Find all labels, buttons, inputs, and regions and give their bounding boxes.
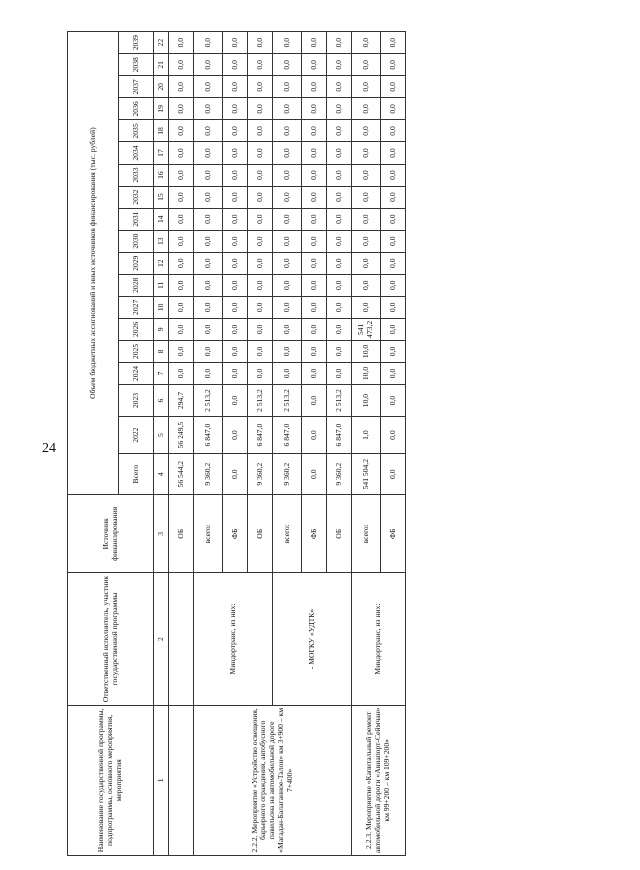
- activity-name-cell: 2.2.2. Мероприятие «Устройство освещения, барьерного ограждения, автобусного павильона на автомобильной дороге «Магадан-Балаганное-Талон» км 3+900 – км 7+400»: [194, 705, 352, 855]
- year-value-cell: 1,0: [352, 417, 381, 454]
- column-number: 19: [154, 98, 169, 120]
- year-value-cell: 0,0: [223, 318, 248, 340]
- year-value-cell: 0,0: [381, 230, 406, 252]
- year-value-cell: 0,0: [169, 98, 194, 120]
- year-value-cell: 0,0: [381, 32, 406, 54]
- header-year: 2033: [119, 164, 154, 186]
- source-cell: ОБ: [169, 495, 194, 573]
- year-value-cell: 0,0: [327, 54, 352, 76]
- year-value-cell: 0,0: [169, 54, 194, 76]
- column-number: 2: [154, 573, 169, 705]
- year-value-cell: 0,0: [223, 417, 248, 454]
- source-cell: ОБ: [248, 495, 273, 573]
- activity-name-cell: [169, 705, 194, 855]
- year-value-cell: 0,0: [273, 362, 302, 384]
- year-value-cell: 0,0: [194, 208, 223, 230]
- column-number: 4: [154, 454, 169, 495]
- year-value-cell: 0,0: [194, 54, 223, 76]
- header-year: 2039: [119, 32, 154, 54]
- header-year: 2029: [119, 252, 154, 274]
- year-value-cell: 0,0: [248, 32, 273, 54]
- year-value-cell: 0,0: [352, 296, 381, 318]
- year-value-cell: 0,0: [302, 252, 327, 274]
- responsible-cell: Миндортранс, из них:: [194, 573, 273, 705]
- column-number: 12: [154, 252, 169, 274]
- year-value-cell: 10,0: [352, 362, 381, 384]
- year-value-cell: 0,0: [194, 252, 223, 274]
- header-source: Источник финансирования: [68, 495, 154, 573]
- year-value-cell: 0,0: [248, 54, 273, 76]
- activity-name-cell: 2.2.3. Мероприятие «Капитальный ремонт автомобильной дороги «Авиапорт-Сеймчан» км 99+200 – км 109+200»: [352, 705, 406, 855]
- year-value-cell: 0,0: [169, 164, 194, 186]
- source-cell: ФБ: [381, 495, 406, 573]
- year-value-cell: 0,0: [194, 120, 223, 142]
- year-value-cell: 0,0: [302, 142, 327, 164]
- year-value-cell: 0,0: [273, 274, 302, 296]
- year-value-cell: 0,0: [327, 318, 352, 340]
- source-cell: ОБ: [327, 495, 352, 573]
- year-value-cell: 0,0: [223, 230, 248, 252]
- responsible-cell: [169, 573, 194, 705]
- total-cell: 0,0: [302, 454, 327, 495]
- column-number: 3: [154, 495, 169, 573]
- header-year: 2023: [119, 385, 154, 417]
- year-value-cell: 0,0: [194, 76, 223, 98]
- year-value-cell: 0,0: [223, 208, 248, 230]
- year-value-cell: 0,0: [169, 120, 194, 142]
- year-value-cell: 0,0: [248, 274, 273, 296]
- year-value-cell: 0,0: [223, 274, 248, 296]
- column-number: 20: [154, 76, 169, 98]
- total-cell: 9 360,2: [248, 454, 273, 495]
- year-value-cell: 10,0: [352, 385, 381, 417]
- column-number: 6: [154, 385, 169, 417]
- total-cell: 0,0: [381, 454, 406, 495]
- total-cell: 0,0: [223, 454, 248, 495]
- year-value-cell: 0,0: [194, 32, 223, 54]
- year-value-cell: 0,0: [169, 296, 194, 318]
- year-value-cell: 0,0: [248, 164, 273, 186]
- funding-table: [67, 31, 406, 856]
- year-value-cell: 0,0: [302, 32, 327, 54]
- year-value-cell: 0,0: [302, 274, 327, 296]
- year-value-cell: 0,0: [381, 54, 406, 76]
- header-year: 2038: [119, 54, 154, 76]
- year-value-cell: 10,0: [352, 340, 381, 362]
- year-value-cell: 0,0: [302, 230, 327, 252]
- table-row: [352, 32, 381, 856]
- year-value-cell: 0,0: [273, 340, 302, 362]
- column-number: 13: [154, 230, 169, 252]
- year-value-cell: 0,0: [273, 98, 302, 120]
- year-value-cell: 0,0: [302, 362, 327, 384]
- year-value-cell: 0,0: [169, 362, 194, 384]
- column-number: 17: [154, 142, 169, 164]
- page-number: 24: [42, 441, 56, 456]
- year-value-cell: 0,0: [223, 142, 248, 164]
- header-year: 2024: [119, 362, 154, 384]
- year-value-cell: 0,0: [381, 296, 406, 318]
- year-value-cell: 0,0: [381, 385, 406, 417]
- header-responsible: Ответственный исполнитель, участник государственной программы: [68, 573, 154, 705]
- total-cell: 9 360,2: [273, 454, 302, 495]
- year-value-cell: 0,0: [352, 98, 381, 120]
- year-value-cell: 0,0: [194, 164, 223, 186]
- year-value-cell: 0,0: [352, 120, 381, 142]
- rotated-table-wrapper: [67, 31, 607, 856]
- column-number: 18: [154, 120, 169, 142]
- year-value-cell: 0,0: [273, 252, 302, 274]
- year-value-cell: 2 513,2: [327, 385, 352, 417]
- year-value-cell: 0,0: [327, 208, 352, 230]
- source-cell: всего:: [273, 495, 302, 573]
- total-cell: 56 544,2: [169, 454, 194, 495]
- year-value-cell: 0,0: [381, 98, 406, 120]
- year-value-cell: 0,0: [273, 186, 302, 208]
- header-year: 2036: [119, 98, 154, 120]
- responsible-cell: - МОГКУ «УДТК»: [273, 573, 352, 705]
- year-value-cell: 0,0: [352, 54, 381, 76]
- year-value-cell: 0,0: [169, 318, 194, 340]
- year-value-cell: 0,0: [327, 164, 352, 186]
- year-value-cell: 0,0: [223, 120, 248, 142]
- year-value-cell: 0,0: [248, 142, 273, 164]
- column-number: 14: [154, 208, 169, 230]
- year-value-cell: 0,0: [194, 296, 223, 318]
- year-value-cell: 0,0: [302, 164, 327, 186]
- year-value-cell: 0,0: [327, 274, 352, 296]
- year-value-cell: 0,0: [302, 120, 327, 142]
- source-cell: ФБ: [302, 495, 327, 573]
- year-value-cell: 0,0: [194, 318, 223, 340]
- year-value-cell: 0,0: [273, 76, 302, 98]
- year-value-cell: 0,0: [352, 186, 381, 208]
- column-number: 7: [154, 362, 169, 384]
- year-value-cell: 0,0: [381, 417, 406, 454]
- year-value-cell: 0,0: [381, 208, 406, 230]
- year-value-cell: 0,0: [248, 340, 273, 362]
- source-cell: ФБ: [223, 495, 248, 573]
- column-number: 15: [154, 186, 169, 208]
- column-number: 8: [154, 340, 169, 362]
- year-value-cell: 0,0: [381, 142, 406, 164]
- year-value-cell: 0,0: [381, 164, 406, 186]
- year-value-cell: 0,0: [352, 274, 381, 296]
- year-value-cell: 0,0: [169, 252, 194, 274]
- year-value-cell: 0,0: [223, 296, 248, 318]
- year-value-cell: 0,0: [327, 296, 352, 318]
- year-value-cell: 0,0: [248, 120, 273, 142]
- header-year: 2037: [119, 76, 154, 98]
- year-value-cell: 0,0: [273, 318, 302, 340]
- responsible-cell: Миндортранс, из них:: [352, 573, 406, 705]
- year-value-cell: 0,0: [381, 186, 406, 208]
- header-year: 2026: [119, 318, 154, 340]
- total-cell: 9 360,2: [327, 454, 352, 495]
- year-value-cell: 0,0: [352, 208, 381, 230]
- year-value-cell: 0,0: [169, 142, 194, 164]
- year-value-cell: 0,0: [381, 76, 406, 98]
- year-value-cell: 0,0: [352, 76, 381, 98]
- header-year: 2025: [119, 340, 154, 362]
- year-value-cell: 0,0: [302, 417, 327, 454]
- year-value-cell: 0,0: [302, 385, 327, 417]
- column-number: 22: [154, 32, 169, 54]
- column-number: 5: [154, 417, 169, 454]
- year-value-cell: 0,0: [248, 186, 273, 208]
- year-value-cell: 0,0: [248, 98, 273, 120]
- year-value-cell: 0,0: [273, 54, 302, 76]
- year-value-cell: 0,0: [273, 32, 302, 54]
- year-value-cell: 0,0: [169, 76, 194, 98]
- year-value-cell: 0,0: [381, 120, 406, 142]
- column-number: 10: [154, 296, 169, 318]
- year-value-cell: 0,0: [302, 296, 327, 318]
- year-value-cell: 0,0: [273, 142, 302, 164]
- header-year: 2022: [119, 417, 154, 454]
- year-value-cell: 0,0: [248, 208, 273, 230]
- year-value-cell: 56 249,5: [169, 417, 194, 454]
- column-number: 21: [154, 54, 169, 76]
- year-value-cell: 0,0: [327, 120, 352, 142]
- column-number: 11: [154, 274, 169, 296]
- table-row: [169, 32, 194, 856]
- year-value-cell: 0,0: [223, 252, 248, 274]
- year-value-cell: 0,0: [327, 362, 352, 384]
- year-value-cell: 6 847,0: [248, 417, 273, 454]
- year-value-cell: 0,0: [273, 296, 302, 318]
- year-value-cell: 0,0: [381, 318, 406, 340]
- year-value-cell: 0,0: [273, 120, 302, 142]
- year-value-cell: 0,0: [352, 252, 381, 274]
- year-value-cell: 0,0: [194, 340, 223, 362]
- year-value-cell: 0,0: [223, 164, 248, 186]
- year-value-cell: 0,0: [194, 230, 223, 252]
- total-cell: 9 360,2: [194, 454, 223, 495]
- header-year: 2030: [119, 230, 154, 252]
- year-value-cell: 0,0: [352, 142, 381, 164]
- year-value-cell: 0,0: [194, 274, 223, 296]
- year-value-cell: 0,0: [194, 142, 223, 164]
- year-value-cell: 6 847,0: [327, 417, 352, 454]
- header-funding: Объем бюджетных ассигнований и иных источников финансирования (тыс. рублей): [68, 32, 119, 495]
- year-value-cell: 0,0: [169, 208, 194, 230]
- year-value-cell: 0,0: [223, 32, 248, 54]
- header-total: Всего: [119, 454, 154, 495]
- year-value-cell: 0,0: [381, 362, 406, 384]
- year-value-cell: 0,0: [302, 76, 327, 98]
- year-value-cell: 0,0: [327, 76, 352, 98]
- year-value-cell: 0,0: [194, 362, 223, 384]
- year-value-cell: 0,0: [327, 340, 352, 362]
- table-row: [194, 32, 223, 856]
- year-value-cell: 0,0: [302, 54, 327, 76]
- year-value-cell: 0,0: [248, 296, 273, 318]
- year-value-cell: 0,0: [169, 186, 194, 208]
- column-number: 1: [154, 705, 169, 855]
- year-value-cell: 0,0: [381, 252, 406, 274]
- year-value-cell: 0,0: [327, 186, 352, 208]
- header-year: 2032: [119, 186, 154, 208]
- year-value-cell: 0,0: [248, 230, 273, 252]
- header-year: 2034: [119, 142, 154, 164]
- source-cell: всего:: [194, 495, 223, 573]
- year-value-cell: 0,0: [302, 186, 327, 208]
- year-value-cell: 0,0: [169, 230, 194, 252]
- year-value-cell: 0,0: [169, 340, 194, 362]
- year-value-cell: 0,0: [273, 164, 302, 186]
- year-value-cell: 0,0: [302, 208, 327, 230]
- year-value-cell: 0,0: [327, 98, 352, 120]
- year-value-cell: 0,0: [381, 274, 406, 296]
- year-value-cell: 0,0: [223, 340, 248, 362]
- year-value-cell: 0,0: [352, 164, 381, 186]
- year-value-cell: 0,0: [223, 186, 248, 208]
- year-value-cell: 0,0: [302, 340, 327, 362]
- year-value-cell: 0,0: [273, 208, 302, 230]
- year-value-cell: 0,0: [169, 32, 194, 54]
- header-name: Наименование государственной программы, подпрограммы, основного мероприятия, мероприятия: [68, 705, 154, 855]
- year-value-cell: 0,0: [327, 142, 352, 164]
- year-value-cell: 0,0: [273, 230, 302, 252]
- header-year: 2031: [119, 208, 154, 230]
- year-value-cell: 0,0: [327, 32, 352, 54]
- year-value-cell: 0,0: [327, 230, 352, 252]
- year-value-cell: 0,0: [194, 98, 223, 120]
- header-year: 2028: [119, 274, 154, 296]
- year-value-cell: 0,0: [302, 98, 327, 120]
- year-value-cell: 2 513,2: [194, 385, 223, 417]
- year-value-cell: 0,0: [223, 385, 248, 417]
- year-value-cell: 294,7: [169, 385, 194, 417]
- year-value-cell: 2 513,2: [248, 385, 273, 417]
- year-value-cell: 2 513,2: [273, 385, 302, 417]
- year-value-cell: 0,0: [223, 98, 248, 120]
- header-year: 2035: [119, 120, 154, 142]
- year-value-cell: 0,0: [223, 76, 248, 98]
- year-value-cell: 0,0: [352, 32, 381, 54]
- year-value-cell: 0,0: [194, 186, 223, 208]
- year-value-cell: 6 847,0: [194, 417, 223, 454]
- year-value-cell: 0,0: [248, 76, 273, 98]
- year-value-cell: 0,0: [248, 252, 273, 274]
- year-value-cell: 0,0: [169, 274, 194, 296]
- source-cell: всего:: [352, 495, 381, 573]
- year-value-cell: 541 473,2: [352, 318, 381, 340]
- column-number: 9: [154, 318, 169, 340]
- year-value-cell: 0,0: [302, 318, 327, 340]
- year-value-cell: 0,0: [327, 252, 352, 274]
- year-value-cell: 0,0: [248, 362, 273, 384]
- year-value-cell: 0,0: [248, 318, 273, 340]
- year-value-cell: 0,0: [223, 362, 248, 384]
- total-cell: 541 504,2: [352, 454, 381, 495]
- column-number: 16: [154, 164, 169, 186]
- header-year: 2027: [119, 296, 154, 318]
- year-value-cell: 0,0: [381, 340, 406, 362]
- year-value-cell: 6 847,0: [273, 417, 302, 454]
- year-value-cell: 0,0: [352, 230, 381, 252]
- year-value-cell: 0,0: [223, 54, 248, 76]
